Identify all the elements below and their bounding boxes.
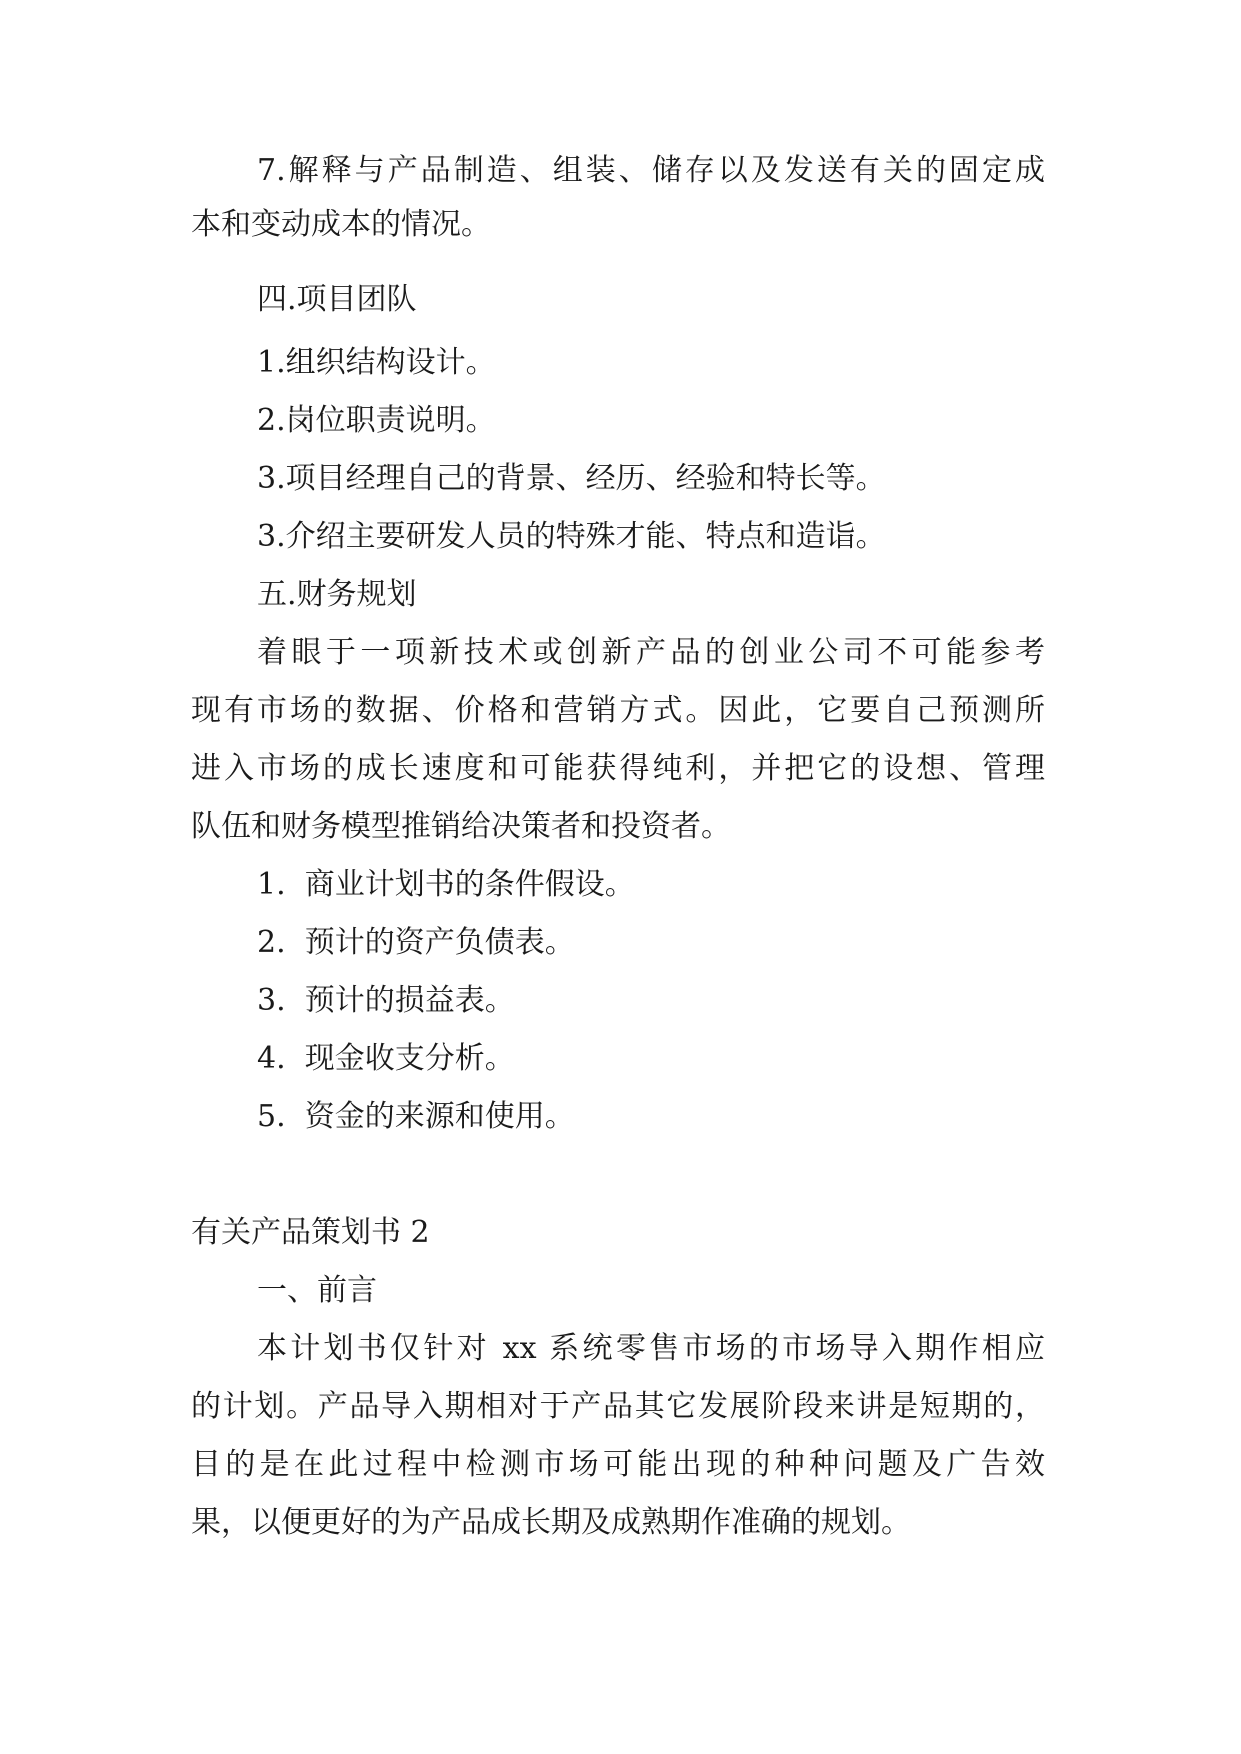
paragraph-line: 现有市场的数据、价格和营销方式。因此，它要自己预测所 bbox=[191, 693, 1045, 728]
list-item: 3.项目经理自己的背景、经历、经验和特长等。 bbox=[257, 461, 886, 496]
section-heading: 五.财务规划 bbox=[257, 577, 417, 612]
paragraph-line: 7.解释与产品制造、组装、储存以及发送有关的固定成 bbox=[257, 153, 1045, 188]
section-heading: 一、前言 bbox=[257, 1273, 377, 1308]
paragraph-line: 本和变动成本的情况。 bbox=[191, 207, 491, 242]
paragraph-line: 进入市场的成长速度和可能获得纯利，并把它的设想、管理 bbox=[191, 751, 1045, 786]
list-item: 2. 预计的资产负债表。 bbox=[257, 925, 575, 960]
document-title: 有关产品策划书 2 bbox=[191, 1215, 430, 1250]
list-item: 3. 预计的损益表。 bbox=[257, 983, 515, 1018]
paragraph-line: 目的是在此过程中检测市场可能出现的种种问题及广告效 bbox=[191, 1447, 1045, 1482]
list-item: 1.组织结构设计。 bbox=[257, 345, 496, 380]
list-item: 3.介绍主要研发人员的特殊才能、特点和造诣。 bbox=[257, 519, 886, 554]
paragraph-line: 本计划书仅针对 xx 系统零售市场的市场导入期作相应 bbox=[257, 1331, 1045, 1366]
list-item: 2.岗位职责说明。 bbox=[257, 403, 496, 438]
paragraph-line: 队伍和财务模型推销给决策者和投资者。 bbox=[191, 809, 731, 844]
list-item: 5. 资金的来源和使用。 bbox=[257, 1099, 575, 1134]
list-item: 1. 商业计划书的条件假设。 bbox=[257, 867, 635, 902]
paragraph-line: 着眼于一项新技术或创新产品的创业公司不可能参考 bbox=[257, 635, 1045, 670]
paragraph-line: 的计划。产品导入期相对于产品其它发展阶段来讲是短期的， bbox=[191, 1389, 1045, 1424]
list-item: 4. 现金收支分析。 bbox=[257, 1041, 515, 1076]
section-heading: 四.项目团队 bbox=[257, 282, 417, 317]
paragraph-line: 果，以便更好的为产品成长期及成熟期作准确的规划。 bbox=[191, 1505, 911, 1540]
